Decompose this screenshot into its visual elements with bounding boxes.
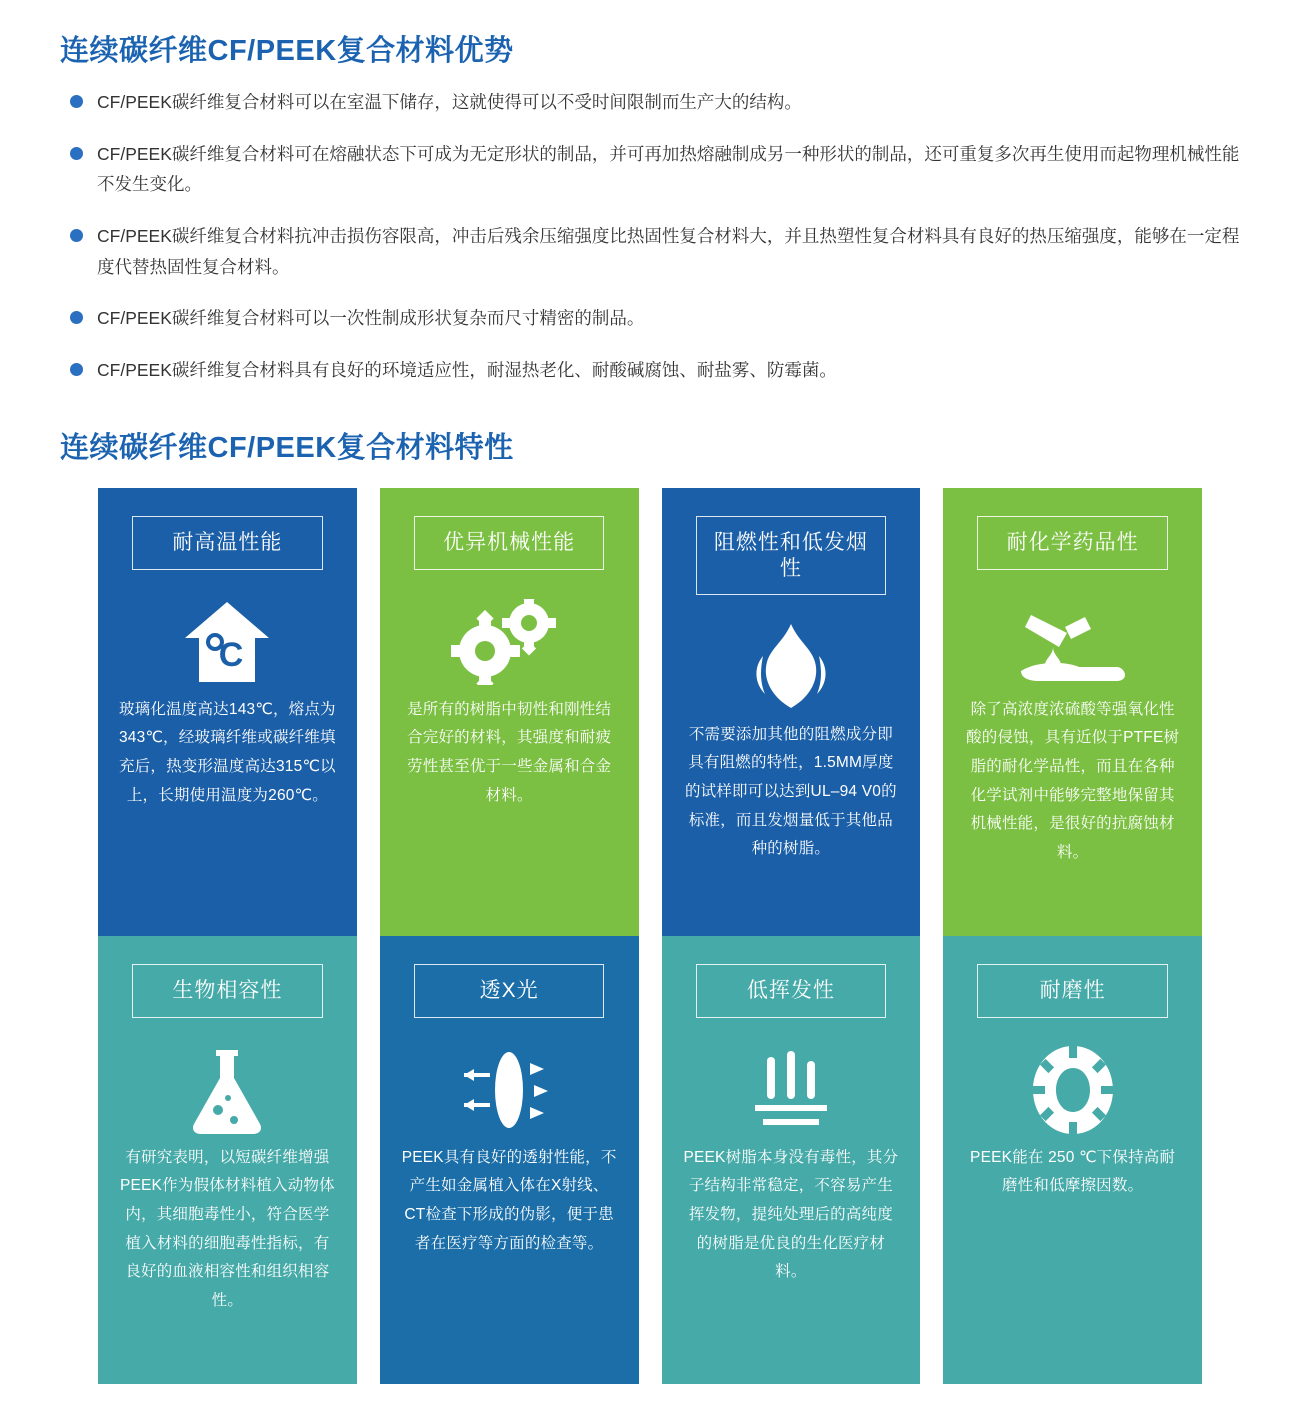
property-card-title: 耐磨性 xyxy=(977,964,1167,1017)
property-card-title: 耐化学药品性 xyxy=(977,516,1167,569)
property-card-description: 有研究表明，以短碳纤维增强PEEK作为假体材料植入动物体内，其细胞毒性小，符合医学植入材料的细胞毒性指标，有良好的血液相容性和组织相容性。 xyxy=(119,1148,335,1309)
svg-text:C: C xyxy=(219,635,244,674)
list-item xyxy=(60,221,1240,282)
property-card-title: 阻燃性和低发烟性 xyxy=(696,516,886,594)
bullet-dot-icon xyxy=(70,95,83,108)
thermometer-house-icon xyxy=(181,596,273,688)
property-card-description: PEEK具有良好的透射性能，不产生如金属植入体在X射线、CT检查下形成的伪影，便于患者在医疗等方面的检查等。 xyxy=(401,1148,617,1252)
volatile-icon xyxy=(741,1044,841,1136)
bullet-dot-icon xyxy=(70,311,83,324)
property-card-description: 是所有的树脂中韧性和刚性结合完好的材料，其强度和耐疲劳性甚至优于一些金属和合金材料。 xyxy=(407,700,612,804)
property-card-description: 不需要添加其他的阻燃成分即具有阻燃的特性，1.5MM厚度的试样即可以达到UL–94 V0的标准，而且发烟量低于其他品种的树脂。 xyxy=(684,725,897,858)
property-card xyxy=(98,936,357,1384)
list-item xyxy=(60,139,1240,200)
advantages-section-title: 连续碳纤维CF/PEEK复合材料优势 xyxy=(60,35,514,67)
flame-icon xyxy=(741,621,841,713)
property-card xyxy=(380,488,639,936)
property-card xyxy=(662,936,921,1384)
property-card-description: 除了高浓度浓硫酸等强氧化性酸的侵蚀，具有近似于PTFE树脂的耐化学品性，而且在各种化学试剂中能够完整地保留其机械性能，是很好的抗腐蚀材料。 xyxy=(966,700,1180,861)
property-card xyxy=(943,488,1202,936)
property-card xyxy=(943,936,1202,1384)
lens-xray-icon xyxy=(454,1044,564,1136)
property-card xyxy=(662,488,921,936)
list-item xyxy=(60,87,1240,118)
property-card xyxy=(98,488,357,936)
property-card-title: 透X光 xyxy=(414,964,604,1017)
tire-icon xyxy=(1025,1044,1121,1136)
property-card-title: 生物相容性 xyxy=(132,964,322,1017)
bullet-text: CF/PEEK碳纤维复合材料可在熔融状态下可成为无定形状的制品，并可再加热熔融制成另一种形状的制品，还可重复多次再生使用而起物理机械性能不发生变化。 xyxy=(97,143,1240,195)
bullet-dot-icon xyxy=(70,229,83,242)
bullet-text: CF/PEEK碳纤维复合材料可以在室温下储存，这就使得可以不受时间限制而生产大的结构。 xyxy=(97,92,802,112)
list-item xyxy=(60,303,1240,334)
flask-icon xyxy=(184,1044,270,1136)
property-card-title: 耐高温性能 xyxy=(132,516,322,569)
property-card-title: 优异机械性能 xyxy=(414,516,604,569)
property-card-description: 玻璃化温度高达143℃，熔点为343℃，经玻璃纤维或碳纤维填充后，热变形温度高达315℃以上，长期使用温度为260℃。 xyxy=(118,700,336,804)
bullet-text: CF/PEEK碳纤维复合材料抗冲击损伤容限高，冲击后残余压缩强度比热固性复合材料大，并且热塑性复合材料具有良好的热压缩强度，能够在一定程度代替热固性复合材料。 xyxy=(97,225,1240,277)
property-card xyxy=(380,936,639,1384)
bullet-text: CF/PEEK碳纤维复合材料具有良好的环境适应性，耐湿热老化、耐酸碱腐蚀、耐盐雾、防霉菌。 xyxy=(97,359,837,380)
property-card-title: 低挥发性 xyxy=(696,964,886,1017)
properties-section-title: 连续碳纤维CF/PEEK复合材料特性 xyxy=(60,432,514,465)
bullet-dot-icon xyxy=(70,147,83,160)
advantages-bullet-list xyxy=(60,87,1240,385)
acid-drop-icon xyxy=(1013,596,1133,688)
properties-card-grid xyxy=(60,488,1240,1384)
list-item xyxy=(60,355,1240,386)
bullet-dot-icon xyxy=(70,363,83,376)
gears-icon xyxy=(451,596,567,688)
bullet-text: CF/PEEK碳纤维复合材料可以一次性制成形状复杂而尺寸精密的制品。 xyxy=(97,308,645,329)
property-card-description: PEEK树脂本身没有毒性，其分子结构非常稳定，不容易产生挥发物，提纯处理后的高纯度的树脂是优良的生化医疗材料。 xyxy=(683,1148,899,1281)
property-card-description: PEEK能在 250 ℃下保持高耐磨性和低摩擦因数。 xyxy=(970,1148,1176,1195)
